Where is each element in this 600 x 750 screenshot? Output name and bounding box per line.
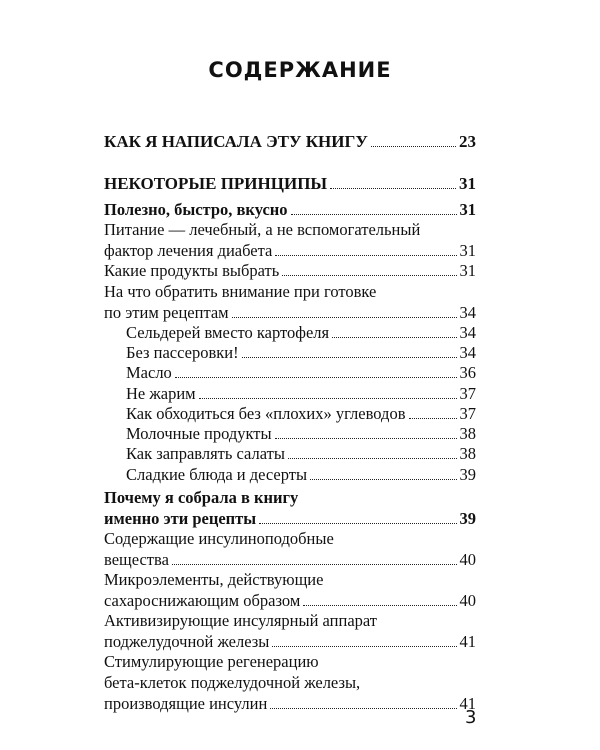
toc-entry-text: Содержащие инсулиноподобные — [104, 529, 334, 548]
dot-leader — [272, 646, 456, 647]
toc-page-number: 37 — [459, 404, 476, 423]
toc-entry-text: сахароснижающим образом — [104, 591, 301, 610]
toc-entry — [104, 342, 476, 363]
dot-leader — [199, 398, 457, 399]
toc-page-number: 31 — [459, 174, 476, 193]
dot-leader — [371, 146, 456, 147]
toc-entry — [104, 281, 476, 323]
toc-page-number: 38 — [459, 444, 476, 463]
toc-page-number: 41 — [459, 632, 476, 651]
dot-leader — [288, 458, 457, 459]
toc-page-number: 34 — [459, 343, 476, 362]
toc-entry-text: Масло — [126, 363, 172, 382]
toc-entry — [104, 322, 476, 343]
toc-entry-text: Полезно, быстро, вкусно — [104, 200, 288, 219]
toc-entry-text: Без пассеровки! — [126, 343, 239, 362]
toc-entry — [104, 487, 476, 529]
toc-entry — [104, 651, 476, 714]
toc-entry — [104, 219, 476, 261]
toc-entry — [104, 199, 476, 220]
toc-entry — [104, 403, 476, 424]
toc-entry — [104, 173, 476, 194]
toc-page-number: 31 — [459, 200, 476, 219]
dot-leader — [275, 438, 457, 439]
toc-entry-text: Как обходиться без «плохих» углеводов — [126, 404, 406, 423]
toc-entry — [104, 443, 476, 464]
toc-entry — [104, 131, 476, 152]
toc-page-number: 31 — [459, 261, 476, 280]
toc-page-number: 36 — [459, 363, 476, 382]
toc-page-number: 38 — [459, 424, 476, 443]
dot-leader — [303, 605, 456, 606]
toc-entry-text: Как заправлять салаты — [126, 444, 285, 463]
dot-leader — [409, 418, 457, 419]
toc-entry — [104, 569, 476, 611]
toc-entry-text: На что обратить внимание при готовке — [104, 282, 377, 301]
toc-entry — [104, 610, 476, 652]
toc-entry — [104, 362, 476, 383]
toc-page-number: 23 — [459, 132, 476, 151]
toc-entry-text: Почему я собрала в книгу — [104, 488, 299, 507]
toc-entry-text: поджелудочной железы — [104, 632, 270, 651]
toc-entry-text: Микроэлементы, действующие — [104, 570, 324, 589]
toc-page-number: 34 — [459, 323, 476, 342]
dot-leader — [332, 337, 456, 338]
toc-entry — [104, 383, 476, 404]
toc-page-number: 34 — [459, 303, 476, 322]
page-number: 3 — [465, 707, 477, 728]
dot-leader — [259, 523, 456, 524]
page-title: СОДЕРЖАНИЕ — [208, 58, 392, 82]
toc-entry-text: вещества — [104, 550, 169, 569]
toc-entry-text: Активизирующие инсулярный аппарат — [104, 611, 377, 630]
toc-entry-text: Стимулирующие регенерацию — [104, 652, 319, 671]
toc-entry-text: Сельдерей вместо картофеля — [126, 323, 330, 342]
dot-leader — [310, 479, 456, 480]
toc-entry-text: Молочные продукты — [126, 424, 272, 443]
toc-page-number: 39 — [459, 509, 476, 528]
dot-leader — [242, 357, 457, 358]
toc-page-number: 31 — [459, 241, 476, 260]
toc-page-number: 41 — [459, 694, 476, 713]
dot-leader — [282, 275, 456, 276]
toc-entry-text: по этим рецептам — [104, 303, 229, 322]
toc-entry-text: производящие инсулин — [104, 694, 268, 713]
dot-leader — [270, 708, 456, 709]
toc-page-number: 40 — [459, 591, 476, 610]
toc-entry-text: именно эти рецепты — [104, 509, 257, 528]
toc-entry — [104, 260, 476, 281]
toc-entry — [104, 423, 476, 444]
toc-page-number: 39 — [459, 465, 476, 484]
dot-leader — [291, 214, 457, 215]
toc-entry-text: бета-клеток поджелудочной железы, — [104, 673, 361, 692]
toc-page-number: 40 — [459, 550, 476, 569]
toc-entry — [104, 528, 476, 570]
toc-entry-text: НЕКОТОРЫЕ ПРИНЦИПЫ — [104, 174, 328, 193]
toc-entry-text: фактор лечения диабета — [104, 241, 273, 260]
dot-leader — [172, 564, 457, 565]
dot-leader — [175, 377, 457, 378]
toc-entry-text: Питание — лечебный, а не вспомогательный — [104, 220, 421, 239]
dot-leader — [232, 317, 457, 318]
toc-entry — [104, 464, 476, 485]
toc-entry-text: Сладкие блюда и десерты — [126, 465, 308, 484]
toc-entry-text: Не жарим — [126, 384, 196, 403]
dot-leader — [275, 255, 456, 256]
toc-entry-text: КАК Я НАПИСАЛА ЭТУ КНИГУ — [104, 132, 368, 151]
toc-page-number: 37 — [459, 384, 476, 403]
dot-leader — [330, 188, 456, 189]
toc-entry-text: Какие продукты выбрать — [104, 261, 280, 280]
